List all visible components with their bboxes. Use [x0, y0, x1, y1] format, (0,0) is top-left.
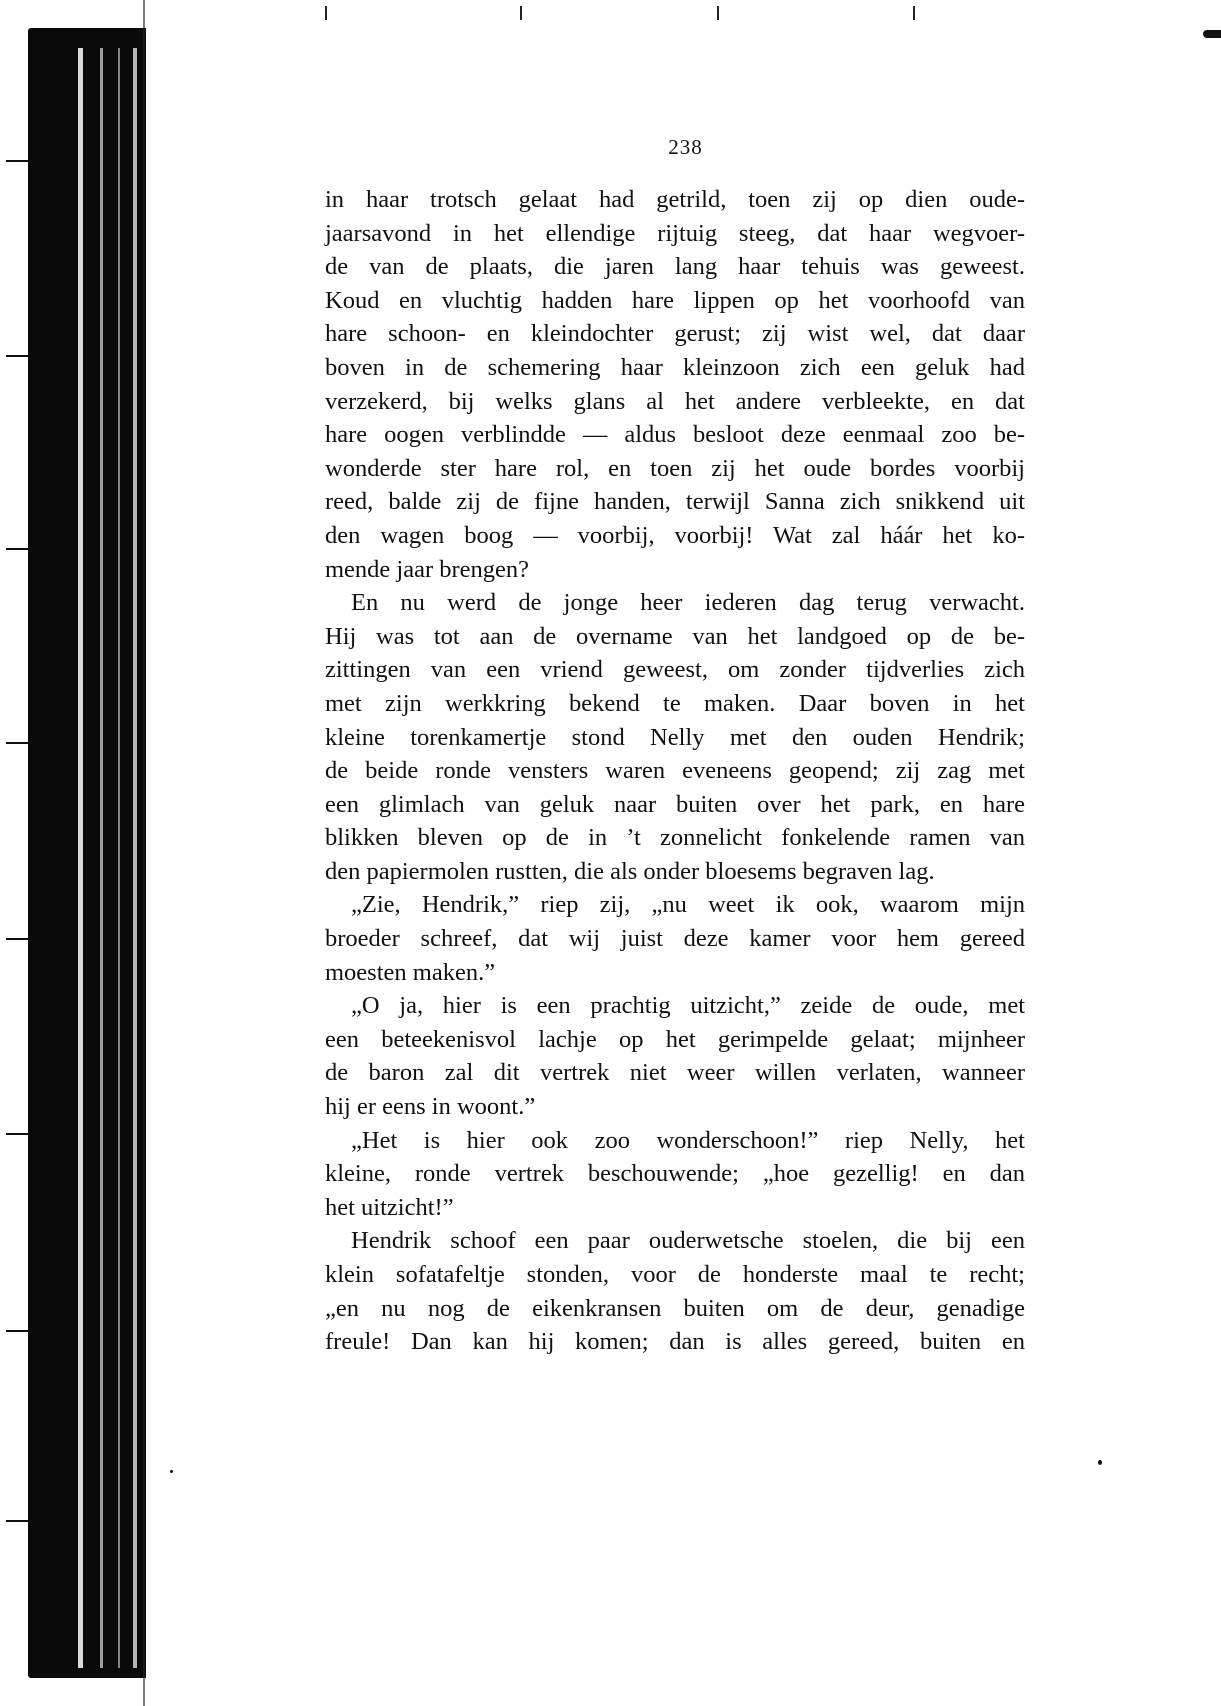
text-line: Hij was tot aan de overname van het landgoed op de be-: [325, 622, 1025, 650]
text-line: broeder schreef, dat wij juist deze kamer voor hem gereed: [325, 925, 1025, 953]
text-line: freule! Dan kan hij komen; dan is alles gereed, buiten en: [325, 1328, 1025, 1356]
text-line: den papiermolen rustten, die als onder bloesems begraven lag.: [325, 857, 935, 885]
text-line: de beide ronde vensters waren eveneens geopend; zij zag met: [325, 757, 1025, 785]
margin-tick: [6, 742, 28, 744]
text-line: Koud en vluchtig hadden hare lippen op het voorhoofd van: [325, 286, 1025, 314]
margin-tick: [6, 548, 28, 550]
margin-tick: [6, 1520, 28, 1522]
text-line: mende jaar brengen?: [325, 555, 530, 583]
text-line: kleine, ronde vertrek beschouwende; „hoe gezellig! en dan: [325, 1160, 1025, 1188]
text-line: verzekerd, bij welks glans al het andere verbleekte, en dat: [325, 387, 1025, 415]
text-line: Hendrik schoof een paar ouderwetsche stoelen, die bij een: [351, 1227, 1025, 1255]
text-line: een beteekenisvol lachje op het gerimpelde gelaat; mijnheer: [325, 1025, 1025, 1053]
text-line: de baron zal dit vertrek niet weer willen verlaten, wanneer: [325, 1059, 1025, 1087]
text-line: met zijn werkkring bekend te maken. Daar boven in het: [325, 689, 1025, 717]
text-line: En nu werd de jonge heer iederen dag terug verwacht.: [351, 589, 1025, 617]
margin-tick: [6, 355, 28, 357]
text-line: blikken bleven op de in ’t zonnelicht fonkelende ramen van: [325, 824, 1025, 852]
text-line: „Zie, Hendrik,” riep zij, „nu weet ik ook, waarom mijn: [351, 891, 1025, 919]
text-line: het uitzicht!”: [325, 1193, 454, 1221]
text-line: in haar trotsch gelaat had getrild, toen zij op dien oude-: [325, 186, 1025, 213]
page-number: 238: [668, 135, 703, 159]
text-line: „en nu nog de eikenkransen buiten om de deur, genadige: [325, 1294, 1025, 1322]
margin-tick: [6, 160, 28, 162]
margin-tick: [6, 938, 28, 940]
text-line: moesten maken.”: [325, 958, 496, 986]
text-line: jaarsavond in het ellendige rijtuig steeg, dat haar wegvoer-: [325, 219, 1025, 247]
text-line: boven in de schemering haar kleinzoon zich een geluk had: [325, 353, 1025, 381]
scan-mark: [520, 6, 522, 20]
text-line: hare schoon- en kleindochter gerust; zij wist wel, dat daar: [325, 320, 1025, 348]
spine-highlight: [100, 48, 103, 1668]
scan-speck: [170, 1470, 173, 1473]
text-line: de van de plaats, die jaren lang haar tehuis was geweest.: [325, 253, 1025, 281]
book-spine: [28, 28, 146, 1678]
scan-mark: [717, 6, 719, 20]
text-line: reed, balde zij de fijne handen, terwijl Sanna zich snikkend uit: [325, 488, 1025, 516]
text-line: den wagen boog — voorbij, voorbij! Wat zal háár het ko-: [325, 521, 1025, 549]
page-gutter-line: [143, 0, 145, 1706]
text-line: zittingen van een vriend geweest, om zonder tijdverlies zich: [325, 656, 1025, 684]
text-line: wonderde ster hare rol, en toen zij het oude bordes voorbij: [325, 454, 1025, 482]
margin-tick: [6, 1133, 28, 1135]
scan-mark: [1203, 30, 1221, 38]
text-line: klein sofatafeltje stonden, voor de honderste maal te recht;: [325, 1261, 1025, 1288]
spine-highlight: [133, 48, 137, 1668]
scan-speck: [1098, 1460, 1102, 1465]
text-line: kleine torenkamertje stond Nelly met den ouden Hendrik;: [325, 723, 1025, 751]
text-line: hij er eens in woont.”: [325, 1093, 536, 1121]
body-text: [325, 183, 1025, 1359]
spine-highlight: [118, 48, 120, 1668]
margin-tick: [6, 1330, 28, 1332]
text-line: „O ja, hier is een prachtig uitzicht,” zeide de oude, met: [351, 992, 1025, 1020]
text-line: „Het is hier ook zoo wonderschoon!” riep Nelly, het: [351, 1126, 1025, 1154]
text-line: een glimlach van geluk naar buiten over het park, en hare: [325, 790, 1025, 818]
scan-mark: [325, 6, 327, 20]
scan-mark: [913, 6, 915, 20]
text-line: hare oogen verblindde — aldus besloot deze eenmaal zoo be-: [325, 421, 1025, 449]
spine-highlight: [78, 48, 83, 1668]
